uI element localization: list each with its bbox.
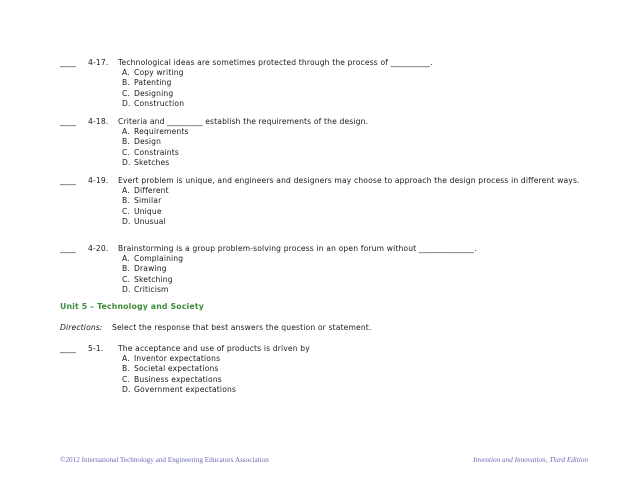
answer-blank: ____ bbox=[60, 176, 76, 185]
option bbox=[122, 217, 580, 227]
option-letter: C. bbox=[122, 274, 131, 284]
option bbox=[122, 375, 580, 385]
question-number: 4-17. bbox=[88, 58, 109, 67]
option-text: Criticism bbox=[134, 284, 169, 294]
option bbox=[122, 385, 580, 395]
option-letter: D. bbox=[122, 384, 131, 394]
answer-blank: ____ bbox=[60, 344, 76, 353]
option bbox=[122, 207, 580, 217]
option-letter: B. bbox=[122, 264, 130, 274]
option-text: Different bbox=[134, 186, 169, 196]
option-text: Copy writing bbox=[134, 68, 184, 78]
option-letter: A. bbox=[122, 354, 130, 364]
directions-label: Directions: bbox=[60, 323, 103, 332]
option bbox=[122, 99, 580, 109]
option bbox=[122, 186, 580, 196]
option-text: Business expectations bbox=[134, 374, 222, 384]
question-stem: Evert problem is unique, and engineers and designers may choose to approach the design process in different ways. bbox=[118, 176, 580, 185]
question-5-1 bbox=[60, 344, 580, 395]
option bbox=[122, 89, 580, 99]
question-number: 4-19. bbox=[88, 176, 109, 185]
option bbox=[122, 158, 580, 168]
option-letter: D. bbox=[122, 157, 131, 167]
question-number: 4-20. bbox=[88, 244, 109, 253]
option-letter: C. bbox=[122, 206, 131, 216]
option bbox=[122, 364, 580, 374]
answer-blank: ____ bbox=[60, 244, 76, 253]
directions-text: Select the response that best answers the question or statement. bbox=[112, 323, 372, 332]
options-list bbox=[118, 354, 580, 395]
directions bbox=[60, 323, 371, 332]
option-text: Design bbox=[134, 137, 162, 147]
option-text: Government expectations bbox=[134, 384, 237, 394]
option bbox=[122, 137, 580, 147]
question-4-19 bbox=[60, 176, 580, 227]
option-letter: C. bbox=[122, 88, 131, 98]
footer-copyright: ©2012 International Technology and Engineering Educators Association bbox=[60, 456, 269, 464]
question-4-17 bbox=[60, 58, 580, 109]
option-text: Societal expectations bbox=[134, 364, 219, 374]
option-letter: B. bbox=[122, 137, 130, 147]
option-text: Sketching bbox=[134, 274, 173, 284]
option-text: Sketches bbox=[134, 157, 170, 167]
option-text: Unusual bbox=[134, 216, 166, 226]
option-letter: B. bbox=[122, 78, 130, 88]
option bbox=[122, 127, 580, 137]
option-text: Similar bbox=[134, 196, 162, 206]
question-stem: Criteria and _________ establish the requirements of the design. bbox=[118, 117, 369, 126]
question-stem: The acceptance and use of products is driven by bbox=[118, 344, 310, 353]
options-list bbox=[118, 254, 580, 295]
option-text: Inventor expectations bbox=[134, 354, 221, 364]
option-letter: D. bbox=[122, 216, 131, 226]
option-letter: A. bbox=[122, 68, 130, 78]
option-text: Constraints bbox=[134, 147, 179, 157]
option-text: Patenting bbox=[134, 78, 172, 88]
option bbox=[122, 254, 580, 264]
option-letter: A. bbox=[122, 254, 130, 264]
unit-title: Unit 5 – Technology and Society bbox=[60, 302, 204, 311]
option bbox=[122, 264, 580, 274]
question-stem: Brainstorming is a group problem-solving process in an open forum without ______________. bbox=[118, 244, 477, 253]
option bbox=[122, 68, 580, 78]
answer-blank: ____ bbox=[60, 117, 76, 126]
options-list bbox=[118, 127, 580, 168]
option-text: Unique bbox=[134, 206, 162, 216]
option-text: Construction bbox=[134, 98, 185, 108]
option bbox=[122, 354, 580, 364]
option bbox=[122, 196, 580, 206]
options-list bbox=[118, 68, 580, 109]
option-letter: B. bbox=[122, 196, 130, 206]
option-letter: C. bbox=[122, 374, 131, 384]
option-letter: A. bbox=[122, 127, 130, 137]
option-letter: D. bbox=[122, 98, 131, 108]
option bbox=[122, 148, 580, 158]
option-text: Drawing bbox=[134, 264, 167, 274]
question-number: 4-18. bbox=[88, 117, 109, 126]
option-text: Requirements bbox=[134, 127, 189, 137]
option bbox=[122, 285, 580, 295]
answer-blank: ____ bbox=[60, 58, 76, 67]
question-4-18 bbox=[60, 117, 580, 168]
option-letter: C. bbox=[122, 147, 131, 157]
question-number: 5-1. bbox=[88, 344, 104, 353]
question-stem: Technological ideas are sometimes protected through the process of __________. bbox=[118, 58, 433, 67]
option-text: Designing bbox=[134, 88, 174, 98]
options-list bbox=[118, 186, 580, 227]
option-text: Complaining bbox=[134, 254, 184, 264]
option bbox=[122, 78, 580, 88]
option-letter: A. bbox=[122, 186, 130, 196]
footer-book-title: Invention and Innovation, Third Edition bbox=[473, 456, 588, 464]
question-4-20 bbox=[60, 244, 580, 295]
option bbox=[122, 275, 580, 285]
option-letter: D. bbox=[122, 284, 131, 294]
option-letter: B. bbox=[122, 364, 130, 374]
